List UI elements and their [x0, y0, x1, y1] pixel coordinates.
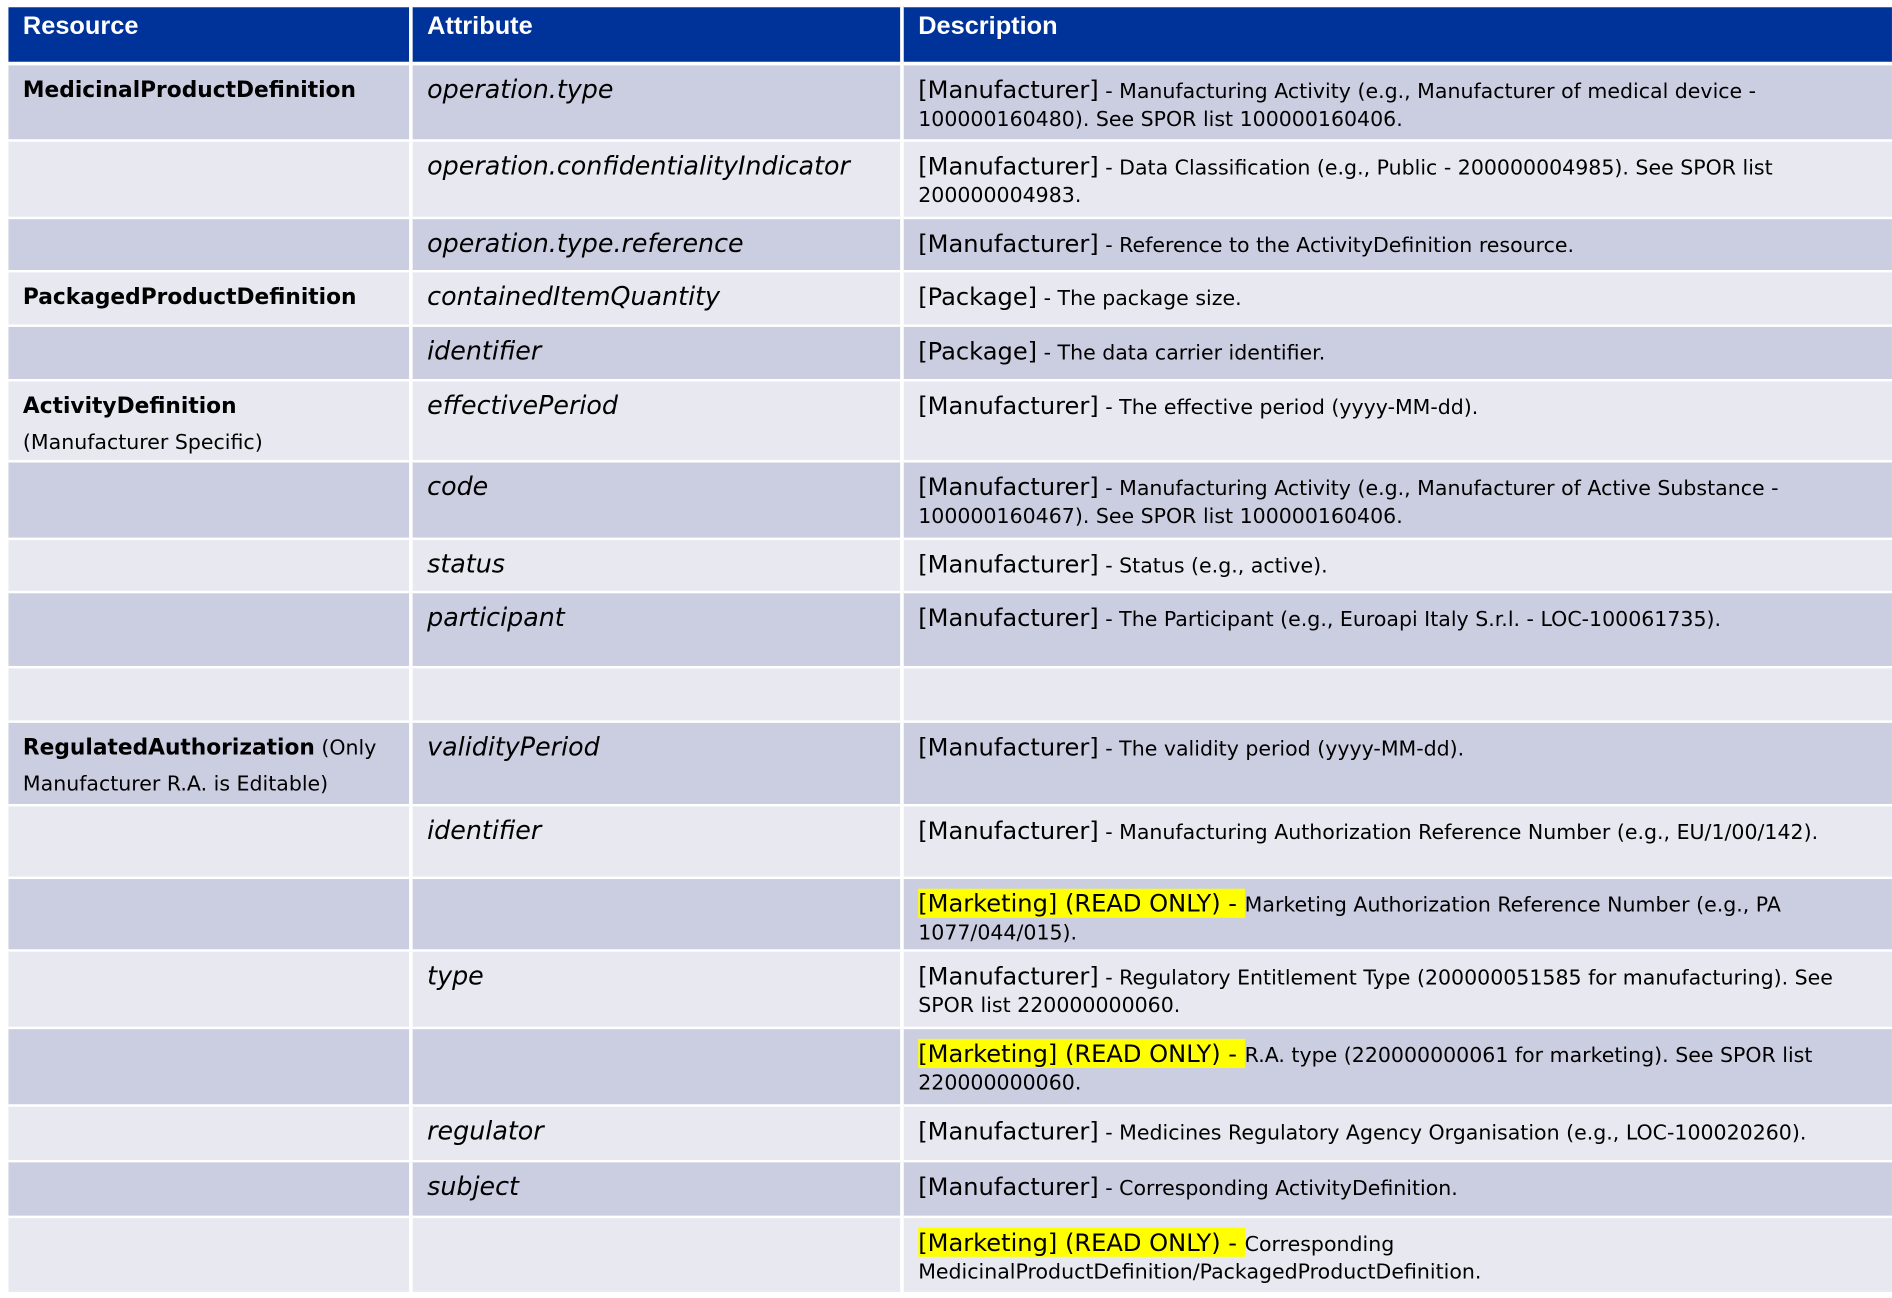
- role-tag: [Manufacturer]: [918, 228, 1099, 258]
- resource-name: RegulatedAuthorization: [22, 735, 315, 761]
- description-cell: [902, 951, 1892, 1028]
- resource-cell: [7, 878, 411, 951]
- resource-name: PackagedProductDefinition: [22, 284, 357, 310]
- resource-cell: [7, 1106, 411, 1162]
- description-cell: [902, 140, 1892, 217]
- role-tag: [Manufacturer]: [918, 151, 1099, 181]
- table-row: [7, 1162, 1892, 1218]
- table-row: [7, 951, 1892, 1028]
- header-description: Description: [902, 6, 1892, 63]
- description-text: - Status (e.g., active).: [1098, 555, 1328, 580]
- table-row: [7, 63, 1892, 140]
- description-text: - Corresponding ActivityDefinition.: [1098, 1177, 1458, 1202]
- description-text: - Reference to the ActivityDefinition resource.: [1098, 233, 1575, 258]
- description-cell: [902, 63, 1892, 140]
- resource-cell: [7, 462, 411, 539]
- table-row: [7, 668, 1892, 722]
- resource-cell: [7, 380, 411, 462]
- description-cell: [902, 806, 1892, 879]
- attribute-cell: regulator: [411, 1106, 902, 1162]
- attribute-cell: participant: [411, 593, 902, 668]
- resource-cell: [7, 951, 411, 1028]
- header-attribute: Attribute: [411, 6, 902, 63]
- table-row: [7, 380, 1892, 462]
- header-resource: Resource: [7, 6, 411, 63]
- description-cell: [902, 1106, 1892, 1162]
- description-text: - Regulatory Entitlement Type (200000051585 for manufacturing). See SPOR list 220000000060.: [918, 966, 1833, 1019]
- resource-cell: [7, 668, 411, 722]
- table-row: [7, 1029, 1892, 1106]
- attribute-cell: operation.confidentialityIndicator: [411, 140, 902, 217]
- description-text: - Manufacturing Authorization Reference Number (e.g., EU/1/00/142).: [1098, 821, 1819, 846]
- resource-cell: [7, 1029, 411, 1106]
- role-tag: [Package]: [918, 336, 1038, 366]
- role-tag: [Manufacturer]: [918, 472, 1099, 502]
- resource-attribute-table: [5, 5, 1892, 1295]
- resource-cell: [7, 806, 411, 879]
- description-text: - The validity period (yyyy-MM-dd).: [1098, 737, 1465, 763]
- table-header-row: [7, 6, 1892, 63]
- resource-note: (Only Manufacturer R.A. is Editable): [22, 736, 377, 797]
- read-only-highlight: [Marketing] (READ ONLY) -: [918, 1039, 1245, 1069]
- resource-name: MedicinalProductDefinition: [22, 76, 356, 103]
- description-text: - The effective period (yyyy-MM-dd).: [1098, 395, 1479, 421]
- table-row: [7, 218, 1892, 271]
- description-text: - Medicines Regulatory Agency Organisation (e.g., LOC-100020260).: [1098, 1121, 1807, 1147]
- description-cell: [902, 539, 1892, 592]
- table-row: [7, 722, 1892, 806]
- table-row: [7, 326, 1892, 380]
- role-tag: [Manufacturer]: [918, 1172, 1099, 1202]
- role-tag: [Package]: [918, 282, 1038, 312]
- attribute-cell: effectivePeriod: [411, 380, 902, 462]
- description-cell: [902, 878, 1892, 951]
- table-row: [7, 878, 1892, 951]
- description-text: Marketing Authorization Reference Number (e.g., PA 1077/044/015).: [918, 894, 1781, 947]
- table-row: [7, 462, 1892, 539]
- attribute-cell: [411, 1029, 902, 1106]
- resource-note: (Manufacturer Specific): [22, 430, 263, 455]
- table-row: [7, 271, 1892, 325]
- attribute-cell: [411, 878, 902, 951]
- resource-cell: [7, 722, 411, 806]
- resource-cell: [7, 218, 411, 271]
- role-tag: [Manufacturer]: [918, 74, 1099, 104]
- description-text: - Manufacturing Activity (e.g., Manufacturer of Active Substance - 100000160467). See SPOR list 100000160406.: [918, 477, 1779, 530]
- description-cell: [902, 1029, 1892, 1106]
- attribute-cell: identifier: [411, 806, 902, 879]
- description-cell: [902, 380, 1892, 462]
- resource-cell: [7, 1162, 411, 1218]
- role-tag: [Manufacturer]: [918, 1116, 1099, 1147]
- attribute-cell: validityPeriod: [411, 722, 902, 806]
- table-row: [7, 140, 1892, 217]
- description-text: - Data Classification (e.g., Public - 200000004985). See SPOR list 200000004983.: [918, 156, 1773, 209]
- description-text: R.A. type (220000000061 for marketing). See SPOR list 220000000060.: [918, 1044, 1813, 1097]
- description-text: - The Participant (e.g., Euroapi Italy S.r.l. - LOC-100061735).: [1098, 608, 1722, 633]
- attribute-cell: [411, 668, 902, 722]
- resource-cell: [7, 140, 411, 217]
- resource-cell: [7, 593, 411, 668]
- description-cell: [902, 218, 1892, 271]
- role-tag: [Manufacturer]: [918, 550, 1099, 580]
- attribute-cell: code: [411, 462, 902, 539]
- table-row: [7, 806, 1892, 879]
- description-cell: [902, 462, 1892, 539]
- attribute-cell: operation.type: [411, 63, 902, 140]
- table-row: [7, 1217, 1892, 1293]
- table-row: [7, 593, 1892, 668]
- resource-cell: [7, 1217, 411, 1293]
- attribute-cell: identifier: [411, 326, 902, 380]
- description-cell: [902, 271, 1892, 325]
- resource-cell: [7, 271, 411, 325]
- description-cell: [902, 722, 1892, 806]
- description-cell: [902, 668, 1892, 722]
- attribute-cell: subject: [411, 1162, 902, 1218]
- description-text: Corresponding MedicinalProductDefinition/PackagedProductDefinition.: [918, 1233, 1482, 1286]
- resource-cell: [7, 326, 411, 380]
- attribute-cell: [411, 1217, 902, 1293]
- read-only-highlight: [Marketing] (READ ONLY) -: [918, 889, 1245, 919]
- read-only-highlight: [Marketing] (READ ONLY) -: [918, 1228, 1245, 1258]
- table-row: [7, 539, 1892, 592]
- description-cell: [902, 326, 1892, 380]
- description-cell: [902, 1217, 1892, 1293]
- description-text: - Manufacturing Activity (e.g., Manufacturer of medical device - 100000160480). See SPOR list 100000160406.: [918, 79, 1757, 132]
- resource-cell: [7, 63, 411, 140]
- role-tag: [Manufacturer]: [918, 733, 1099, 763]
- resource-cell: [7, 539, 411, 592]
- role-tag: [Manufacturer]: [918, 816, 1099, 846]
- attribute-cell: containedItemQuantity: [411, 271, 902, 325]
- attribute-cell: status: [411, 539, 902, 592]
- description-text: - The package size.: [1037, 286, 1242, 312]
- description-cell: [902, 1162, 1892, 1218]
- role-tag: [Manufacturer]: [918, 961, 1099, 992]
- description-cell: [902, 593, 1892, 668]
- attribute-cell: type: [411, 951, 902, 1028]
- role-tag: [Manufacturer]: [918, 603, 1099, 633]
- attribute-cell: operation.type.reference: [411, 218, 902, 271]
- role-tag: [Manufacturer]: [918, 391, 1099, 421]
- table-row: [7, 1106, 1892, 1162]
- description-text: - The data carrier identifier.: [1037, 341, 1326, 366]
- resource-name: ActivityDefinition: [22, 393, 237, 419]
